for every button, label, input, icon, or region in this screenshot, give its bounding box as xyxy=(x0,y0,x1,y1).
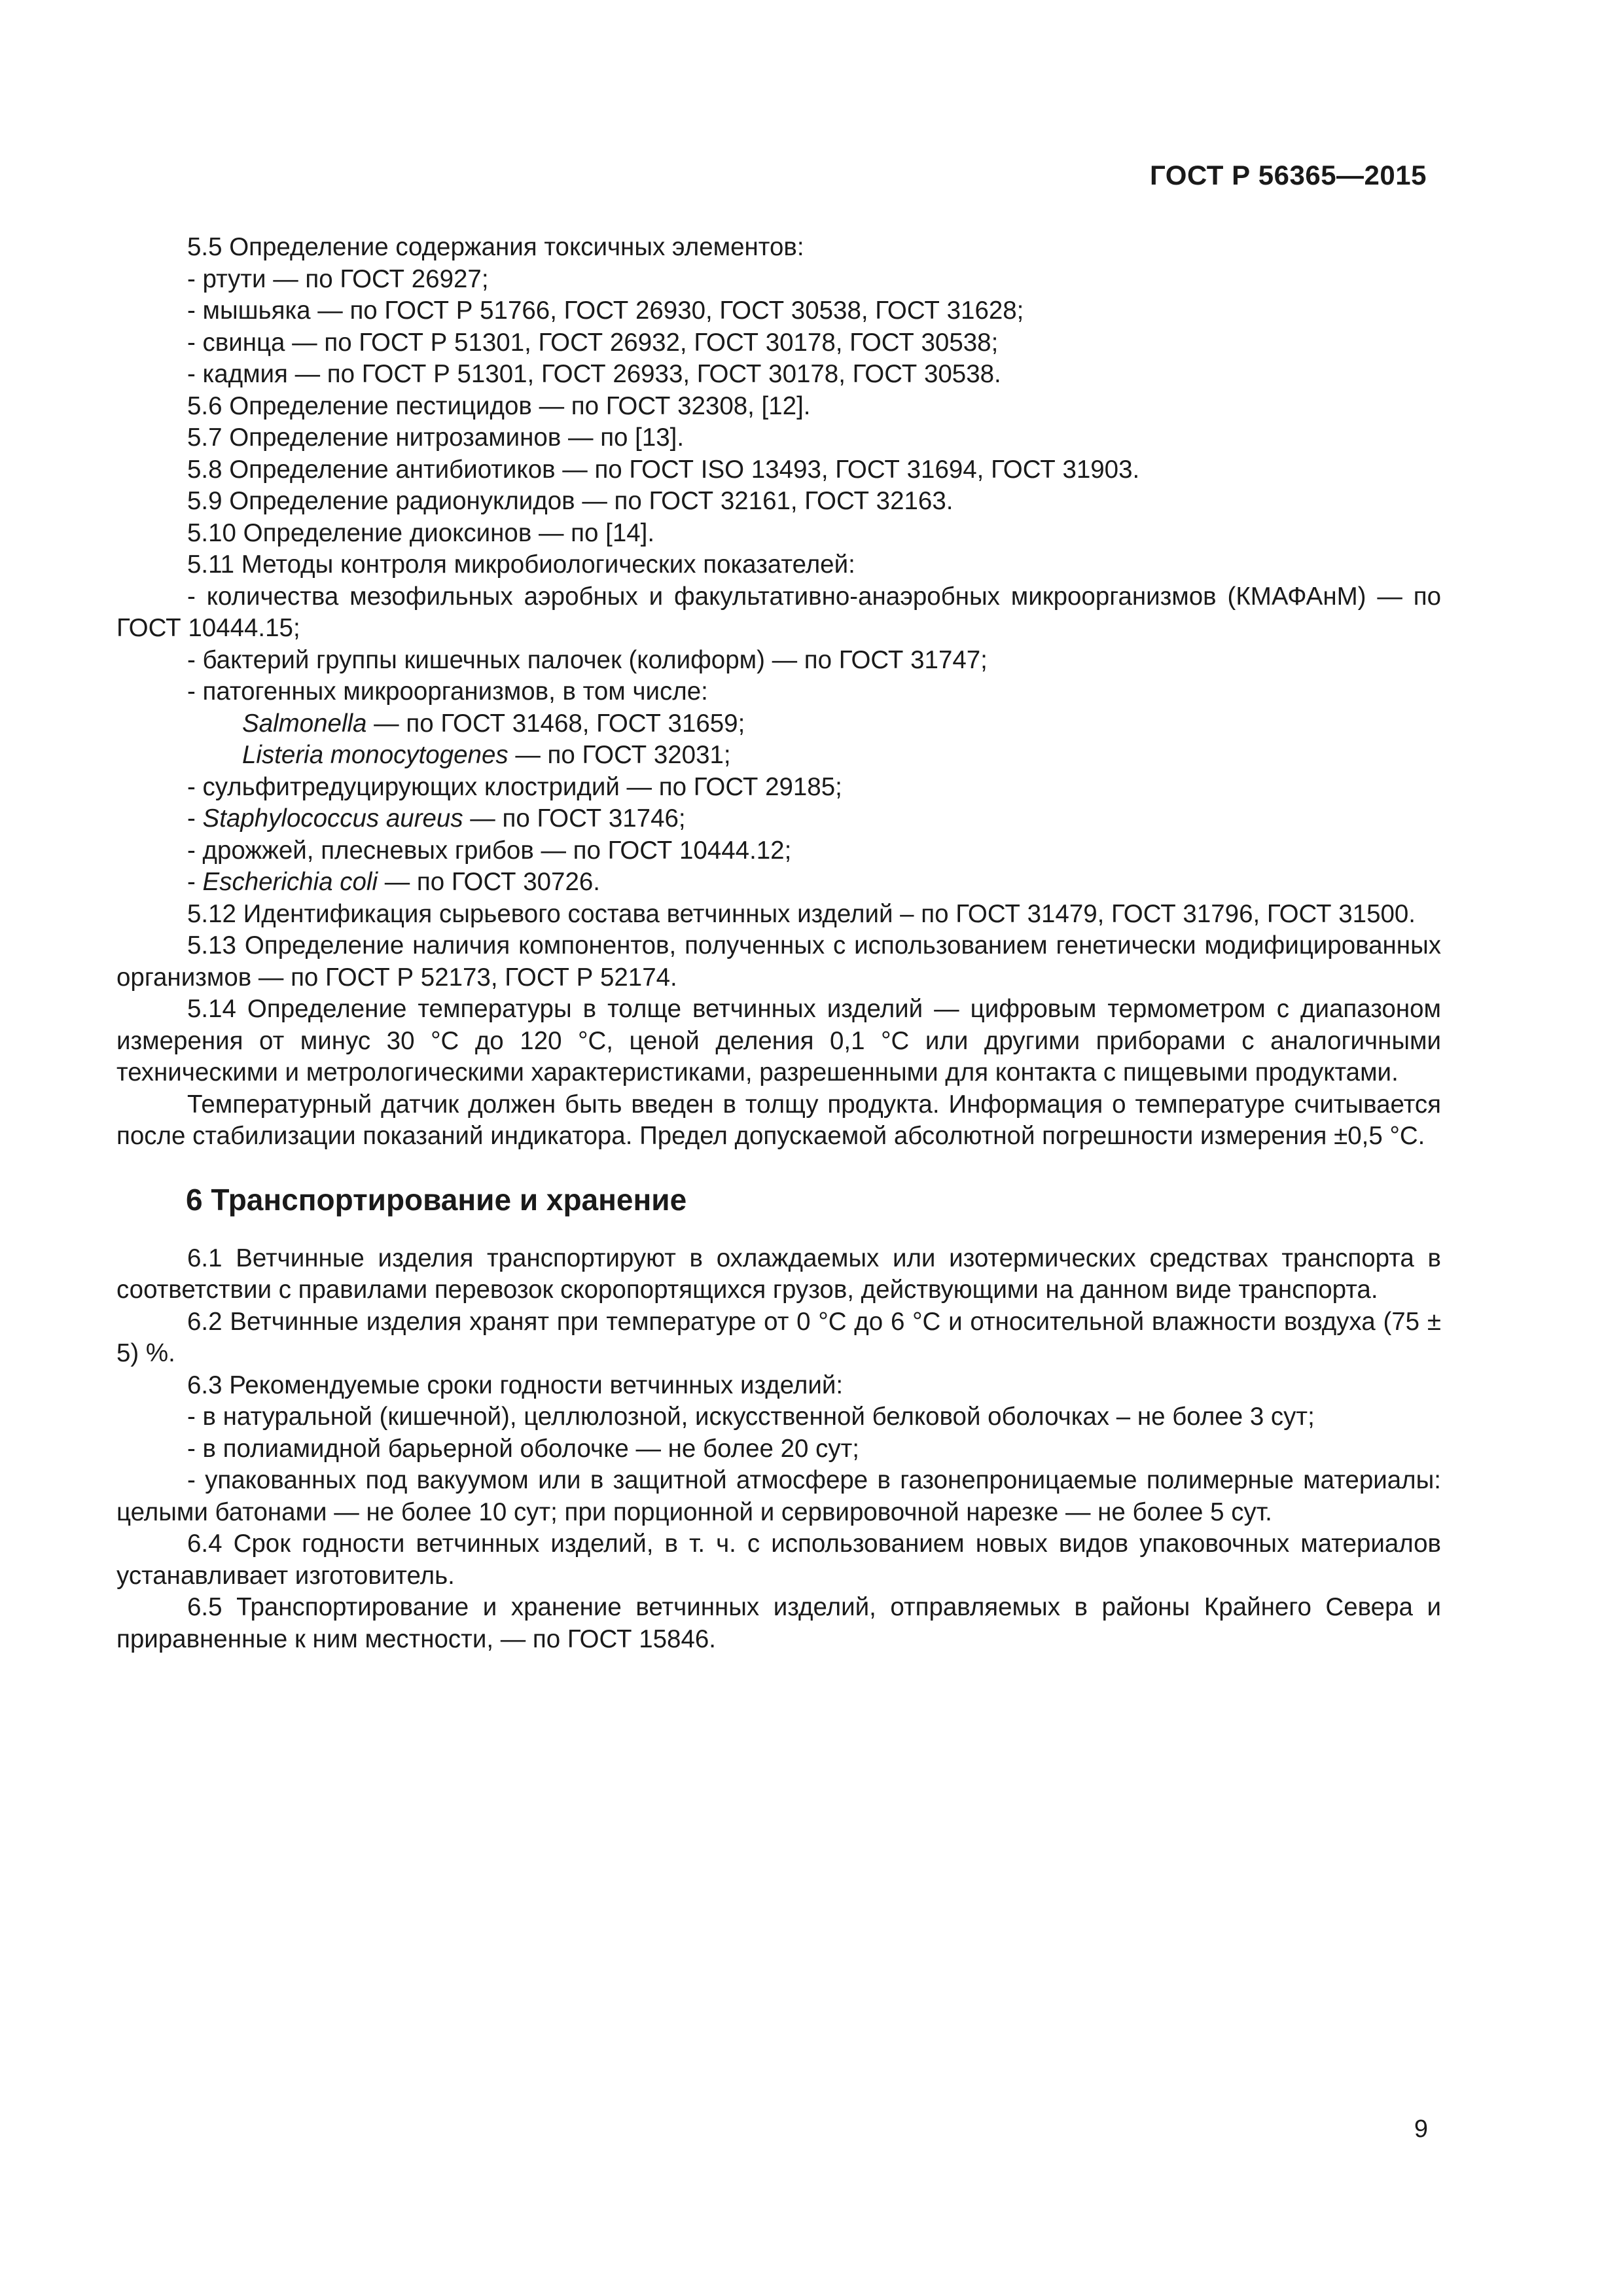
clause-5-6: 5.6 Определение пестицидов — по ГОСТ 32308, [12]. xyxy=(187,391,811,420)
salmonella-name: Salmonella xyxy=(242,709,367,738)
micro-kmafanm: - количества мезофильных аэробных и факультативно-анаэробных микроорганизмов (КМАФАнМ) — по ГОСТ 10444.15; xyxy=(116,582,1441,642)
clause-5-10: 5.10 Определение диоксинов — по [14]. xyxy=(187,518,655,547)
clause-6-1: 6.1 Ветчинные изделия транспортируют в охлаждаемых или изотермических средствах транспорта в соответствии с правилами перевозок скоропортящихся грузов, действующими на данном виде транспорта. xyxy=(116,1244,1441,1304)
clause-6-2: 6.2 Ветчинные изделия хранят при температуре от 0 °С до 6 °С и относительной влажности воздуха (75 ± 5) %. xyxy=(116,1307,1441,1367)
clause-5-12: 5.12 Идентификация сырьевого состава ветчинных изделий – по ГОСТ 31479, ГОСТ 31796, ГОСТ 31500. xyxy=(187,899,1416,928)
salmonella-ref: — по ГОСТ 31468, ГОСТ 31659; xyxy=(366,709,745,738)
micro-salmonella xyxy=(116,708,1441,740)
shelf-polyamide-casing: - в полиамидной барьерной оболочке — не более 20 сут; xyxy=(187,1434,859,1463)
staph-ref: — по ГОСТ 31746; xyxy=(463,804,686,833)
page-content xyxy=(116,232,1441,1655)
toxic-cadmium: - кадмия — по ГОСТ Р 51301, ГОСТ 26933, ГОСТ 30178, ГОСТ 30538. xyxy=(187,360,1001,388)
clause-5-7: 5.7 Определение нитрозаминов — по [13]. xyxy=(187,423,685,452)
toxic-mercury: - ртути — по ГОСТ 26927; xyxy=(187,264,489,293)
clause-6-5: 6.5 Транспортирование и хранение ветчинных изделий, отправляемых в районы Крайнего Севера и приравненные к ним местности, — по ГОСТ 15846. xyxy=(116,1593,1441,1653)
shelf-natural-casing: - в натуральной (кишечной), целлюлозной, искусственной белковой оболочках – не более 3 сут; xyxy=(187,1403,1315,1431)
ecoli-dash: - xyxy=(187,868,203,896)
listeria-name: Listeria monocytogenes xyxy=(242,741,508,769)
listeria-ref: — по ГОСТ 32031; xyxy=(508,741,731,769)
shelf-vacuum-packed: - упакованных под вакуумом или в защитной атмосфере в газонепроницаемые полимерные материалы: целыми батонами — не более 10 сут; при порционной и сервировочной нарезке — не более 5 сут. xyxy=(116,1466,1441,1526)
micro-ecoli xyxy=(116,867,1441,899)
staph-dash: - xyxy=(187,804,203,833)
micro-sulfite: - сульфитредуцирующих клостридий — по ГОСТ 29185; xyxy=(187,772,842,801)
clause-6-4: 6.4 Срок годности ветчинных изделий, в т. ч. с использованием новых видов упаковочных материалов устанавливает изготовитель. xyxy=(116,1530,1441,1590)
clause-6-3: 6.3 Рекомендуемые сроки годности ветчинных изделий: xyxy=(187,1371,844,1399)
section-6-title: 6 Транспортирование и хранение xyxy=(186,1182,687,1217)
clause-5-5: 5.5 Определение содержания токсичных элементов: xyxy=(187,233,804,261)
micro-listeria xyxy=(116,740,1441,772)
ecoli-ref: — по ГОСТ 30726. xyxy=(378,868,600,896)
clause-5-8: 5.8 Определение антибиотиков — по ГОСТ ISO 13493, ГОСТ 31694, ГОСТ 31903. xyxy=(187,455,1140,484)
micro-staph xyxy=(116,803,1441,835)
toxic-lead: - свинца — по ГОСТ Р 51301, ГОСТ 26932, ГОСТ 30178, ГОСТ 30538; xyxy=(187,328,999,357)
micro-pathogens: - патогенных микроорганизмов, в том числе: xyxy=(187,677,708,706)
clause-5-14-sensor: Температурный датчик должен быть введен в толщу продукта. Информация о температуре считывается после стабилизации показаний индикатора. Предел допускаемой абсолютной погрешности измерения ±0,5 °С. xyxy=(116,1090,1441,1150)
clause-5-11: 5.11 Методы контроля микробиологических показателей: xyxy=(187,550,855,579)
clause-5-13: 5.13 Определение наличия компонентов, полученных с использованием генетически модифицированных организмов — по ГОСТ Р 52173, ГОСТ Р 52174. xyxy=(116,931,1441,992)
standard-header: ГОСТ Р 56365—2015 xyxy=(1150,160,1427,190)
micro-yeast: - дрожжей, плесневых грибов — по ГОСТ 10444.12; xyxy=(187,836,792,865)
micro-coliform: - бактерий группы кишечных палочек (колиформ) — по ГОСТ 31747; xyxy=(187,645,988,674)
page-number: 9 xyxy=(1414,2115,1428,2143)
toxic-arsenic: - мышьяка — по ГОСТ Р 51766, ГОСТ 26930, ГОСТ 30538, ГОСТ 31628; xyxy=(187,296,1024,325)
clause-5-14: 5.14 Определение температуры в толще ветчинных изделий — цифровым термометром с диапазоном измерения от минус 30 °С до 120 °С, ценой деления 0,1 °С или другими приборами с аналогичными техническими и метрологическими характеристиками, разрешенными для контакта с пищевыми продуктами. xyxy=(116,995,1441,1086)
staph-name: Staphylococcus aureus xyxy=(202,804,463,833)
clause-5-9: 5.9 Определение радионуклидов — по ГОСТ 32161, ГОСТ 32163. xyxy=(187,487,954,515)
ecoli-name: Escherichia coli xyxy=(202,868,378,896)
